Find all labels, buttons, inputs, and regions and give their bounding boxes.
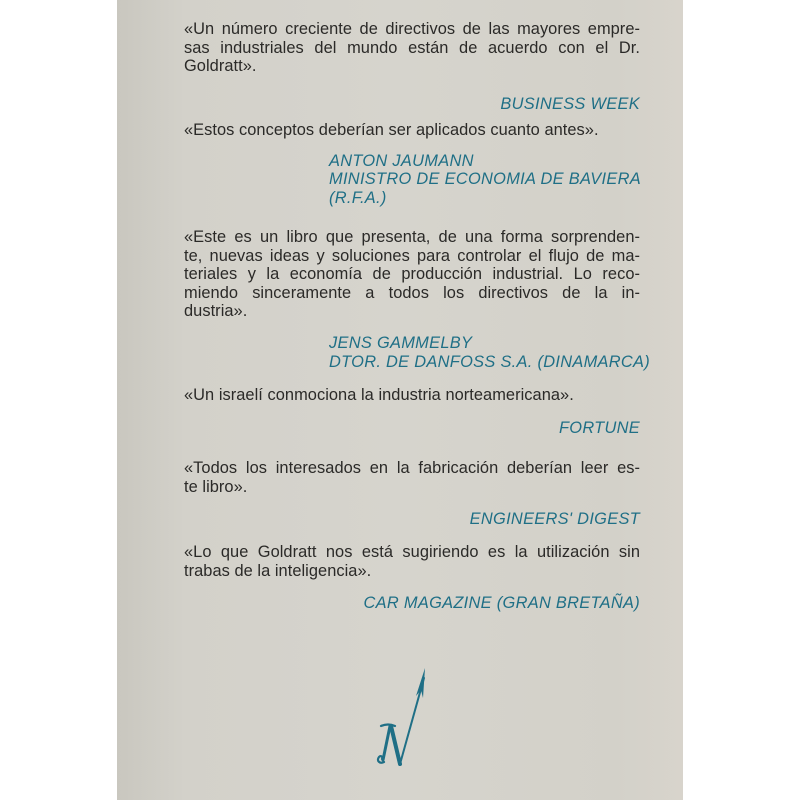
attribution-line: CAR MAGAZINE (GRAN BRETAÑA) xyxy=(363,594,640,613)
quote-line: «Un israelí conmociona la industria norteamericana». xyxy=(184,386,574,404)
quote-line: dustria». xyxy=(184,302,248,321)
attribution-line: JENS GAMMELBY xyxy=(329,333,473,352)
blurb-fortune xyxy=(184,386,640,437)
quote-line: te, nuevas ideas y soluciones para controlar el flujo de ma- xyxy=(184,246,640,265)
quote-line: trabas de la inteligencia». xyxy=(184,561,372,580)
attribution-line: BUSINESS WEEK xyxy=(500,94,640,113)
publisher-n-arrow-logo-icon xyxy=(370,660,430,770)
blurb-anton-jaumann xyxy=(184,121,640,207)
blurb-quote xyxy=(184,121,640,140)
attribution-line: DTOR. DE DANFOSS S.A. (DINAMARCA) xyxy=(329,352,651,371)
blurb-quote xyxy=(184,228,640,321)
blurb-attribution xyxy=(184,594,640,613)
attribution-line: ANTON JAUMANN xyxy=(329,151,474,170)
blurb-car-magazine xyxy=(184,543,640,613)
blurb-attribution xyxy=(184,510,640,529)
blurb-quote xyxy=(184,20,640,76)
blurb-quote xyxy=(184,543,640,580)
quote-line: sas industriales del mundo están de acuerdo con el Dr. xyxy=(184,38,640,57)
book-back-cover xyxy=(117,0,683,800)
quote-line: miendo sinceramente a todos los directivos de la in- xyxy=(184,283,640,302)
quote-line: «Todos los interesados en la fabricación deberían leer es- xyxy=(184,459,640,477)
quote-line: te libro». xyxy=(184,477,248,496)
quote-line: «Este es un libro que presenta, de una forma sorprenden- xyxy=(184,228,640,246)
quote-line: teriales y la economía de producción industrial. Lo reco- xyxy=(184,265,640,284)
blurb-quote xyxy=(184,459,640,496)
blurb-attribution xyxy=(184,334,785,371)
blurb-attribution xyxy=(184,95,640,114)
blurb-quote xyxy=(184,386,640,405)
quote-line: «Estos conceptos deberían ser aplicados cuanto antes». xyxy=(184,121,599,139)
blurb-attribution xyxy=(184,152,785,208)
attribution-line: ENGINEERS' DIGEST xyxy=(469,510,640,529)
attribution-line: (R.F.A.) xyxy=(329,188,387,207)
blurb-jens-gammelby xyxy=(184,228,651,371)
blurb-business-week xyxy=(184,20,640,113)
attribution-line: FORTUNE xyxy=(558,418,640,437)
quote-line: «Un número creciente de directivos de las mayores empre- xyxy=(184,20,640,38)
quote-line: «Lo que Goldratt nos está sugiriendo es la utilización sin xyxy=(184,543,640,561)
blurb-engineers-digest xyxy=(184,459,640,529)
attribution-line: MINISTRO DE ECONOMIA DE BAVIERA xyxy=(329,170,641,189)
quote-line: Goldratt». xyxy=(184,57,257,76)
blurb-attribution xyxy=(184,419,640,438)
